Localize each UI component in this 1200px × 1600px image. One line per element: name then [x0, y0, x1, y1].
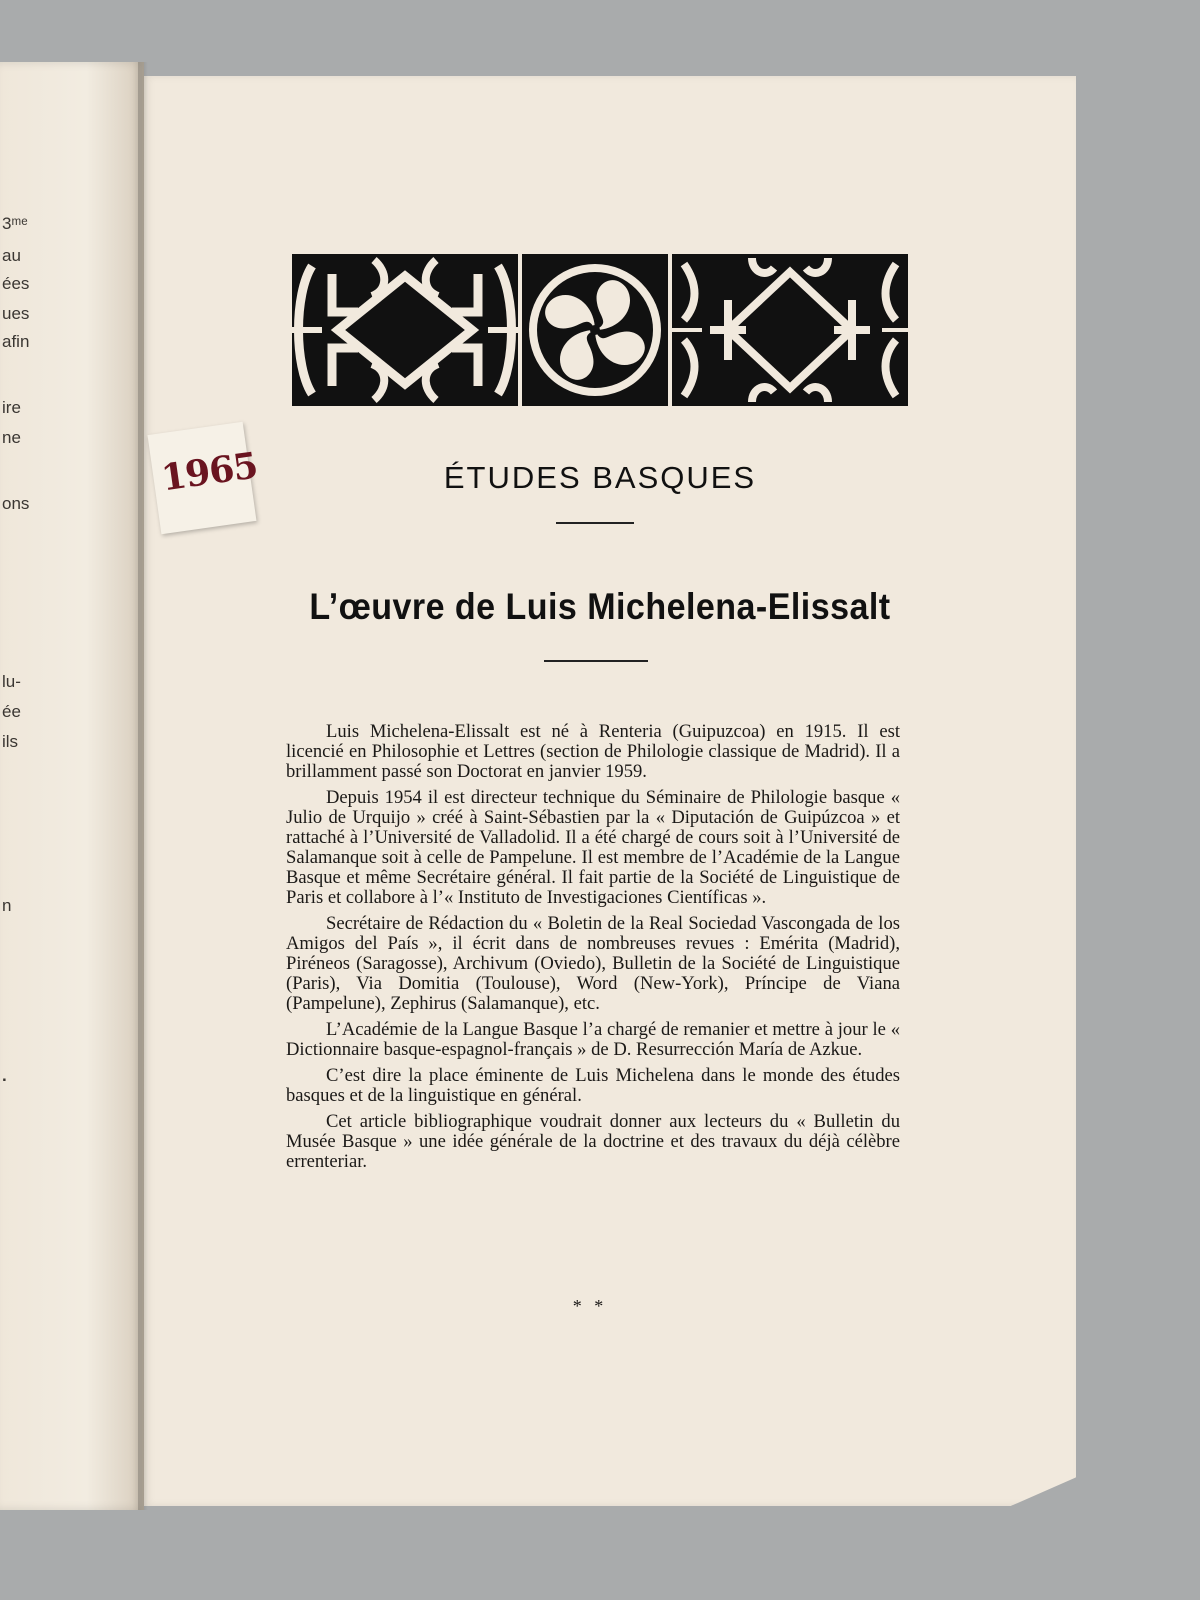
body-paragraph: Secrétaire de Rédaction du « Boletin de la Real Sociedad Vascongada de los Amigos del País », il écrit dans de nombreuses revues : Emérita (Madrid), Piréneos (Saragosse), Archivum (Oviedo), Bulletin de la Société de Linguistique (Paris), Via Domitia (Toulouse), Word (New-York), Príncipe de Viana (Pampelune), Zephirus (Salamanque), etc. — [286, 913, 900, 1014]
left-page-fragment: afin — [2, 332, 30, 351]
left-page — [0, 62, 144, 1510]
sticker-year: 1965 — [158, 444, 260, 500]
section-kicker: ÉTUDES BASQUES — [443, 460, 757, 495]
body-paragraph: Cet article bibliographique voudrait donner aux lecteurs du « Bulletin du Musée Basque » une idée générale de la doctrine et des travaux du déjà célèbre errenteriar. — [286, 1111, 900, 1172]
left-page-fragment: au — [2, 246, 21, 265]
left-page-fragment: n — [2, 896, 12, 915]
body-paragraph: C’est dire la place éminente de Luis Michelena dans le monde des études basques et de la linguistique en général. — [286, 1065, 900, 1106]
body-paragraph: L’Académie de la Langue Basque l’a chargé de remanier et mettre à jour le « Dictionnaire basque-espagnol-français » de D. Resurrección María de Azkue. — [286, 1019, 900, 1060]
left-page-fragment: ons — [2, 494, 30, 513]
basque-lauburu-ornament-icon — [292, 254, 908, 406]
book-gutter — [138, 62, 148, 1510]
left-page-fragment: ée — [2, 702, 21, 721]
article-body — [286, 722, 900, 1178]
title-rule — [544, 660, 648, 662]
left-page-fragment: lu- — [2, 672, 21, 691]
section-separator: * * — [572, 1296, 608, 1316]
basque-ornament-banner — [292, 254, 908, 406]
left-page-fragment: 3ᵐᵉ — [2, 214, 28, 233]
left-page-fragment: . — [2, 1066, 7, 1085]
left-page-fragment: ues — [2, 304, 30, 323]
left-page-fragment: ées — [2, 274, 30, 293]
body-paragraph: Luis Michelena-Elissalt est né à Renteria (Guipuzcoa) en 1915. Il est licencié en Philosophie et Lettres (section de Philologie classique de Madrid). Il a brillamment passé son Doctorat en janvier 1959. — [286, 721, 900, 782]
left-page-fragment: ils — [2, 732, 19, 751]
left-page-fragment: ire — [2, 398, 21, 417]
article-title: L’œuvre de Luis Michelena-Elissalt — [309, 586, 891, 627]
kicker-rule — [556, 522, 634, 524]
left-page-fragment: ne — [2, 428, 21, 447]
year-sticker — [148, 422, 260, 534]
body-paragraph: Depuis 1954 il est directeur technique du Séminaire de Philologie basque « Julio de Urquijo » créé à Saint-Sébastien par la « Diputación de Guipúzcoa » et rattaché à l’Université de Valladolid. Il a été chargé de cours soit à l’Université de Salamanque soit à celle de Pampelune. Il est membre de l’Académie de la Langue Basque et même Secrétaire général. Il fait partie de la Société de Linguistique de Paris et collabore à l’« Instituto de Investigaciones Científicas ». — [286, 787, 900, 908]
